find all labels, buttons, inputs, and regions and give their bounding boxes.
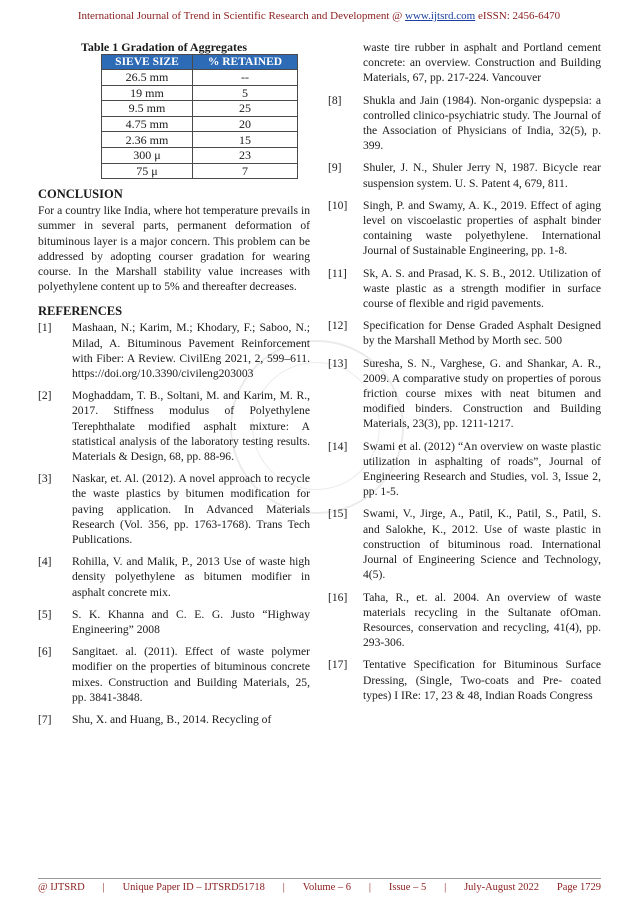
table-cell: 7 <box>192 163 297 179</box>
reference-item <box>38 471 310 547</box>
reference-item <box>328 356 601 432</box>
reference-number: [2] <box>38 389 52 403</box>
reference-item <box>328 93 601 154</box>
table-cell: 5 <box>192 85 297 101</box>
table-header-sieve-size: SIEVE SIZE <box>102 55 193 70</box>
left-column <box>38 40 310 734</box>
reference-number: [1] <box>38 321 52 335</box>
conclusion-heading: CONCLUSION <box>38 187 123 202</box>
reference-item <box>38 388 310 464</box>
journal-header <box>0 10 638 22</box>
reference-text: Naskar, et. Al. (2012). A novel approach to recycle the waste plastics by bitumen modification for paving application. In Advanced Materials Research (Vol. 356, pp. 1763-1768). Trans Tech Publications. <box>72 472 310 547</box>
reference-number: [10] <box>328 198 348 212</box>
right-column <box>328 40 601 710</box>
reference-text: Rohilla, V. and Malik, P., 2013 Use of waste high density polyethylene as bitumen modifier in asphalt concrete mix. <box>72 555 310 599</box>
reference-text: Sangitaet. al. (2011). Effect of waste polymer modifier on the properties of bituminous concrete mixes. Construction and Building Materials, 25, pp. 3841-3848. <box>72 645 310 704</box>
reference-item <box>38 607 310 637</box>
table-cell: 20 <box>192 116 297 132</box>
page-footer <box>38 882 601 893</box>
table-row <box>102 116 298 132</box>
reference-item <box>38 320 310 381</box>
reference-text: Specification for Dense Graded Asphalt Designed by the Marshall Method by Morth sec. 500 <box>363 319 601 348</box>
reference-number: [12] <box>328 319 348 333</box>
footer-journal: @ IJTSRD <box>38 882 85 893</box>
reference-item <box>328 439 601 500</box>
reference-item <box>38 644 310 705</box>
table-row <box>102 70 298 86</box>
reference-number: [15] <box>328 507 348 521</box>
footer-separator: | <box>282 882 285 893</box>
header-suffix: eISSN: 2456-6470 <box>475 10 561 22</box>
reference-item <box>328 506 601 582</box>
reference-number: [16] <box>328 590 348 604</box>
reference-text: Mashaan, N.; Karim, M.; Khodary, F.; Saboo, N.; Milad, A. Bituminous Pavement Reinforcement with Fiber: A Review. CivilEng 2021, 2, 599–611. https://doi.org/10.3390/civileng203003 <box>72 321 310 380</box>
reference-number: [7] <box>38 713 52 727</box>
table-cell: 26.5 mm <box>102 70 193 86</box>
reference-number: [5] <box>38 607 52 621</box>
reference-item <box>328 266 601 312</box>
reference-text: Sk, A. S. and Prasad, K. S. B., 2012. Utilization of waste plastic as a strength modifier in surface course of flexible and rigid pavements. <box>363 266 601 311</box>
table-cell: -- <box>192 70 297 86</box>
reference-number: [11] <box>328 266 347 280</box>
table-cell: 2.36 mm <box>102 132 193 148</box>
table-cell: 9.5 mm <box>102 101 193 117</box>
footer-issue: Issue – 5 <box>388 882 427 893</box>
gradation-table <box>101 54 298 179</box>
footer-paper-id: Unique Paper ID – IJTSRD51718 <box>122 882 265 893</box>
table-cell: 25 <box>192 101 297 117</box>
reference-item <box>328 160 601 190</box>
table-cell: 19 mm <box>102 85 193 101</box>
reference-number: [3] <box>38 472 52 486</box>
table-row <box>102 132 298 148</box>
table-row <box>102 163 298 179</box>
reference-number: [4] <box>38 555 52 569</box>
footer-date: July-August 2022 <box>464 882 540 893</box>
table-header-percent-retained: % RETAINED <box>192 55 297 70</box>
footer-volume: Volume – 6 <box>302 882 351 893</box>
header-prefix: International Journal of Trend in Scientific Research and Development @ <box>77 10 406 22</box>
reference-item <box>328 657 601 703</box>
table-cell: 15 <box>192 132 297 148</box>
reference-text: Taha, R., et. al. 2004. An overview of waste materials recycling in the Sultanate ofOman. Resources, conservation and recycling, 41(4), pp. 293-306. <box>363 590 601 650</box>
reference-continued-text: waste tire rubber in asphalt and Portland cement concrete: an overview. Construction and Building Materials, 67, pp. 217-224. Vancouver <box>363 41 601 85</box>
footer-separator: | <box>444 882 447 893</box>
journal-website-link[interactable]: www.ijtsrd.com <box>405 10 476 22</box>
reference-text: S. K. Khanna and C. E. G. Justo “Highway Engineering” 2008 <box>72 607 310 637</box>
reference-text: Moghaddam, T. B., Soltani, M. and Karim, M. R., 2017. Stiffness modulus of Polyethylene Terephthalate modified asphalt mixture: A statistical analysis of the laboratory testing results. Materials & Design, 68, pp. 88-96. <box>72 389 310 463</box>
table-cell: 75 μ <box>102 163 193 179</box>
references-heading: REFERENCES <box>38 304 123 319</box>
footer-separator: | <box>368 882 371 893</box>
table-row <box>102 85 298 101</box>
reference-number: [9] <box>328 161 342 175</box>
reference-item <box>328 198 601 259</box>
reference-number: [14] <box>328 439 348 453</box>
reference-number: [6] <box>38 645 52 659</box>
reference-text: Tentative Specification for Bituminous Surface Dressing, (Single, Two-coats and Pre- coated types) I IRe: 17, 23 & 48, Indian Roads Congress <box>363 658 601 702</box>
reference-item <box>328 590 601 651</box>
table-title: Table 1 Gradation of Aggregates <box>81 40 248 54</box>
footer-divider <box>38 878 601 879</box>
reference-item <box>38 712 310 727</box>
table-cell: 300 μ <box>102 147 193 163</box>
reference-text: Shu, X. and Huang, B., 2014. Recycling of <box>72 713 272 727</box>
footer-separator: | <box>102 882 105 893</box>
reference-number: [17] <box>328 658 348 672</box>
reference-item <box>38 554 310 600</box>
reference-text: Singh, P. and Swamy, A. K., 2019. Effect of aging level on viscoelastic properties of asphalt binder containing waste polyethylene. International Journal of Sustainable Engineering, pp. 1-8. <box>363 198 601 258</box>
reference-text: Suresha, S. N., Varghese, G. and Shankar, A. R., 2009. A comparative study on properties of porous friction course mixes with neat bitumen and modified binders. Construction and Building Materials, 23(3), pp. 1211-1217. <box>363 356 601 431</box>
table-row <box>102 147 298 163</box>
conclusion-paragraph: For a country like India, where hot temperature prevails in summer in several parts, permanent deformation of bituminous layer is a major concern. This problem can be addressed by adopting courser gradation for wearing course. In the Marshall stability value increases with polyethylene content up to 5% and thereafter decreases. <box>38 204 310 294</box>
table-row <box>102 101 298 117</box>
reference-text: Shuler, J. N., Shuler Jerry N, 1987. Bicycle rear suspension system. U. S. Patent 4, 679, 811. <box>363 161 601 190</box>
reference-number: [13] <box>328 356 348 370</box>
footer-page-number: Page 1729 <box>556 882 601 893</box>
reference-number: [8] <box>328 93 342 107</box>
reference-text: Swami et al. (2012) “An overview on waste plastic utilization in asphalting of roads”, Journal of Engineering Research and Studies, vol. 3, Issue 2, pp. 1-5. <box>363 439 601 499</box>
table-cell: 4.75 mm <box>102 116 193 132</box>
reference-list-left <box>38 320 310 727</box>
table-cell: 23 <box>192 147 297 163</box>
reference-item <box>328 318 601 348</box>
reference-text: Shukla and Jain (1984). Non-organic dyspepsia: a controlled clinico-psychiatric study. The Journal of the Association of Physicians of India, 32(5), p. 399. <box>363 93 601 153</box>
reference-text: Swami, V., Jirge, A., Patil, K., Patil, S., Patil, S. and Salokhe, K., 2012. Use of waste plastic in construction of bituminous road. International Journal of Engineering Science and Technology, 4(5). <box>363 507 601 582</box>
